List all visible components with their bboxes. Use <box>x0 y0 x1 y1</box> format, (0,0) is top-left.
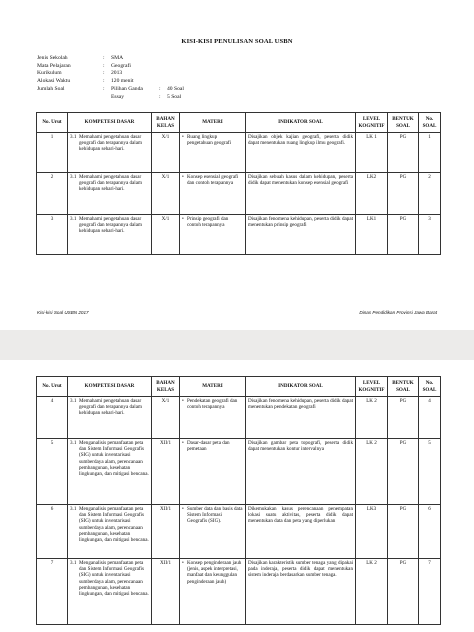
kd-number: 3.1 <box>70 560 77 566</box>
header-level: LEVEL KOGNITIF <box>356 377 388 397</box>
cell-indikator: Disajikan objek kajian geografi, peserta didik dapat menentukan ruang lingkup ilmu geografi. <box>246 133 356 173</box>
cell-no: 1 <box>37 133 68 173</box>
cell-bentuk: PG <box>388 559 419 625</box>
cell-no: 7 <box>37 559 68 625</box>
bullet-icon: • <box>182 440 184 446</box>
kd-text: Menganalisis pemanfaatan peta dan Sistem Informasi Geografis (SIG) untuk inventarisasi sumberdaya alam, perencanaan pembangunan, kesehatan lingkungan, dan mitigasi bencana. <box>79 440 149 478</box>
kd-number: 3.1 <box>70 506 77 512</box>
kd-text: Memahami pengetahuan dasar geografi dan terapannya dalam kehidupan sehari-hari. <box>79 134 142 153</box>
bullet-icon: • <box>182 216 184 222</box>
cell-bentuk: PG <box>388 215 419 255</box>
header-materi: MATERI <box>180 377 246 397</box>
cell-no: 5 <box>37 439 68 505</box>
cell-materi <box>180 505 246 559</box>
cell-kd <box>68 173 152 215</box>
cell-kd <box>68 133 152 173</box>
metadata-block: Jenis Sekolah : SMA Mata Pelajaran : Geografi Kurikulum : 2013 Alokasi Waktu : 120 menit Jumlah Soal : Pilihan Ganda : 40 Soal Essay : 5 Soal <box>37 55 184 100</box>
kisi-kisi-table-1 <box>36 112 441 255</box>
cell-nosoal: 1 <box>419 133 441 173</box>
kd-number: 3.1 <box>70 398 77 404</box>
table-row <box>37 439 441 505</box>
table-row <box>37 215 441 255</box>
materi-text: Konsep esensial geografi dan contoh terapannya <box>187 174 239 187</box>
cell-indikator: Disajikan fenomena kehidupan, peserta didik dapat menentukan pendekatan geografi <box>246 397 356 439</box>
kd-text: Menganalisis pemanfaatan peta dan Sistem Informasi Geografis (SIG) untuk inventarisasi sumberdaya alam, perencanaan pembangunan, kesehatan lingkungan, dan mitigasi bencana. <box>79 560 149 598</box>
header-bahan: BAHAN KELAS <box>152 113 180 133</box>
meta-value: SMA <box>111 55 124 61</box>
cell-kd <box>68 505 152 559</box>
kd-number: 3.1 <box>70 440 77 446</box>
cell-indikator: Disajikan karakteristik sumber tenaga yang dipakai pada inderaja, peserta didik dapat menentukan sistem inderaja berdasarkan sumber tenaga. <box>246 559 356 625</box>
kd-text: Menganalisis pemanfaatan peta dan Sistem Informasi Geografis (SIG) untuk inventarisasi sumberdaya alam, perencanaan pembangunan, kesehatan lingkungan, dan mitigasi bencana. <box>79 506 149 544</box>
cell-kd <box>68 559 152 625</box>
cell-kelas: XII/1 <box>152 559 180 625</box>
table-row <box>37 505 441 559</box>
cell-kelas: X/1 <box>152 215 180 255</box>
cell-kd <box>68 215 152 255</box>
meta-value: Pilihan Ganda <box>111 85 143 92</box>
cell-indikator: Dikemukakan kasus perencanaan penempatan lokasi suatu aktivitas, peserta didik dapat menentukan data dan peta yang diperlukan <box>246 505 356 559</box>
meta-value: 2013 <box>111 70 123 77</box>
cell-kd <box>68 439 152 505</box>
header-no: No. Urut <box>37 113 68 133</box>
cell-bentuk: PG <box>388 133 419 173</box>
header-bahan: BAHAN KELAS <box>152 377 180 397</box>
cell-nosoal: 6 <box>419 505 441 559</box>
cell-indikator: Disajikan sebuah kasus dalam kehidupan, peserta didik dapat menentukan konsep esensial geografi <box>246 173 356 215</box>
table-row <box>37 133 441 173</box>
cell-no: 3 <box>37 215 68 255</box>
header-indikator: INDIKATOR SOAL <box>246 113 356 133</box>
meta-value: 5 Soal <box>167 93 182 100</box>
meta-label: Jumlah Soal <box>37 85 65 92</box>
kd-text: Memahami pengetahuan dasar geografi dan terapannya dalam kehidupan sehari-hari. <box>79 216 142 235</box>
footer-right: Dinas Pendidikan Provinsi Jawa Barat <box>359 310 437 315</box>
kd-text: Memahami pengetahuan dasar geografi dan terapannya dalam kehidupan sehari-hari. <box>79 398 142 417</box>
header-no: No. Urut <box>37 377 68 397</box>
cell-indikator: Disajikan gambar peta topografi, peserta didik dapat menentukan kontur intervalnya <box>246 439 356 505</box>
cell-indikator: Disajikan fenomena kehidupan, peserta didik dapat menentukan prinsip geografi <box>246 215 356 255</box>
cell-materi <box>180 215 246 255</box>
header-nosoal: No. SOAL <box>419 377 441 397</box>
header-bentuk: BENTUK SOAL <box>388 377 419 397</box>
table-row <box>37 397 441 439</box>
cell-materi <box>180 133 246 173</box>
meta-label: Essay <box>111 93 125 100</box>
materi-text: Ruang lingkup pengetahuan geografi <box>187 134 231 147</box>
meta-value: Geografi <box>111 62 131 69</box>
materi-text: Dasar-dasar peta dan pemetaan <box>187 440 230 453</box>
cell-kelas: XII/1 <box>152 505 180 559</box>
cell-bentuk: PG <box>388 439 419 505</box>
materi-text: Konsep penginderaan jauh (jenis, aspek interpretasi, manfaat dan keunggulan penginderaan jauh) <box>187 560 242 585</box>
cell-level: LK 1 <box>356 133 388 173</box>
meta-value: 40 Soal <box>167 85 184 92</box>
document-title: KISI-KISI PENULISAN SOAL USBN <box>181 38 293 45</box>
cell-kelas: X/1 <box>152 397 180 439</box>
header-materi: MATERI <box>180 113 246 133</box>
materi-text: Pendekatan geografi dan contoh terapannya <box>187 398 238 411</box>
cell-level: LK 2 <box>356 397 388 439</box>
header-kd: KOMPETESI DASAR <box>68 377 152 397</box>
cell-nosoal: 5 <box>419 439 441 505</box>
cell-level: LK 2 <box>356 559 388 625</box>
cell-bentuk: PG <box>388 173 419 215</box>
cell-kelas: X/1 <box>152 133 180 173</box>
bullet-icon: • <box>182 174 184 180</box>
cell-no: 4 <box>37 397 68 439</box>
table-row <box>37 173 441 215</box>
kisi-kisi-table-2 <box>36 376 441 625</box>
kd-number: 3.1 <box>70 216 77 222</box>
header-level: LEVEL KOGNITIF <box>356 113 388 133</box>
header-kd: KOMPETESI DASAR <box>68 113 152 133</box>
meta-label: Kurikulum <box>37 70 62 77</box>
cell-level: LK1 <box>356 215 388 255</box>
kd-number: 3.1 <box>70 134 77 140</box>
cell-level: LK2 <box>356 173 388 215</box>
bullet-icon: • <box>182 398 184 404</box>
kd-text: Memahami pengetahuan dasar geografi dan terapannya dalam kehidupan sehari-hari. <box>79 174 142 193</box>
cell-nosoal: 7 <box>419 559 441 625</box>
bullet-icon: • <box>182 506 184 512</box>
cell-nosoal: 3 <box>419 215 441 255</box>
cell-no: 2 <box>37 173 68 215</box>
table-row <box>37 559 441 625</box>
cell-materi <box>180 397 246 439</box>
cell-bentuk: PG <box>388 505 419 559</box>
cell-materi <box>180 559 246 625</box>
cell-materi <box>180 173 246 215</box>
meta-value: 120 menit <box>111 78 134 85</box>
header-indikator: INDIKATOR SOAL <box>246 377 356 397</box>
bullet-icon: • <box>182 560 184 566</box>
meta-label: Mata Pelajaran <box>37 62 71 69</box>
kd-number: 3.1 <box>70 174 77 180</box>
cell-kelas: X/1 <box>152 173 180 215</box>
cell-nosoal: 2 <box>419 173 441 215</box>
cell-no: 6 <box>37 505 68 559</box>
materi-text: Prinsip geografi dan contoh terapannya <box>187 216 229 229</box>
cell-level: LK3 <box>356 505 388 559</box>
footer-left: Kisi-kisi Soal USBN 2017 <box>37 310 89 315</box>
cell-bentuk: PG <box>388 397 419 439</box>
meta-label: Alokasi Waktu <box>37 78 71 85</box>
meta-label: Jenis Sekolah <box>37 55 68 61</box>
cell-level: LK 2 <box>356 439 388 505</box>
cell-kd <box>68 397 152 439</box>
cell-kelas: XII/1 <box>152 439 180 505</box>
bullet-icon: • <box>182 134 184 140</box>
header-bentuk: BENTUK SOAL <box>388 113 419 133</box>
header-nosoal: No. SOAL <box>419 113 441 133</box>
cell-materi <box>180 439 246 505</box>
cell-nosoal: 4 <box>419 397 441 439</box>
materi-text: Sumber data dan basis data Sistem Informasi Geografis (SIG). <box>187 506 243 525</box>
